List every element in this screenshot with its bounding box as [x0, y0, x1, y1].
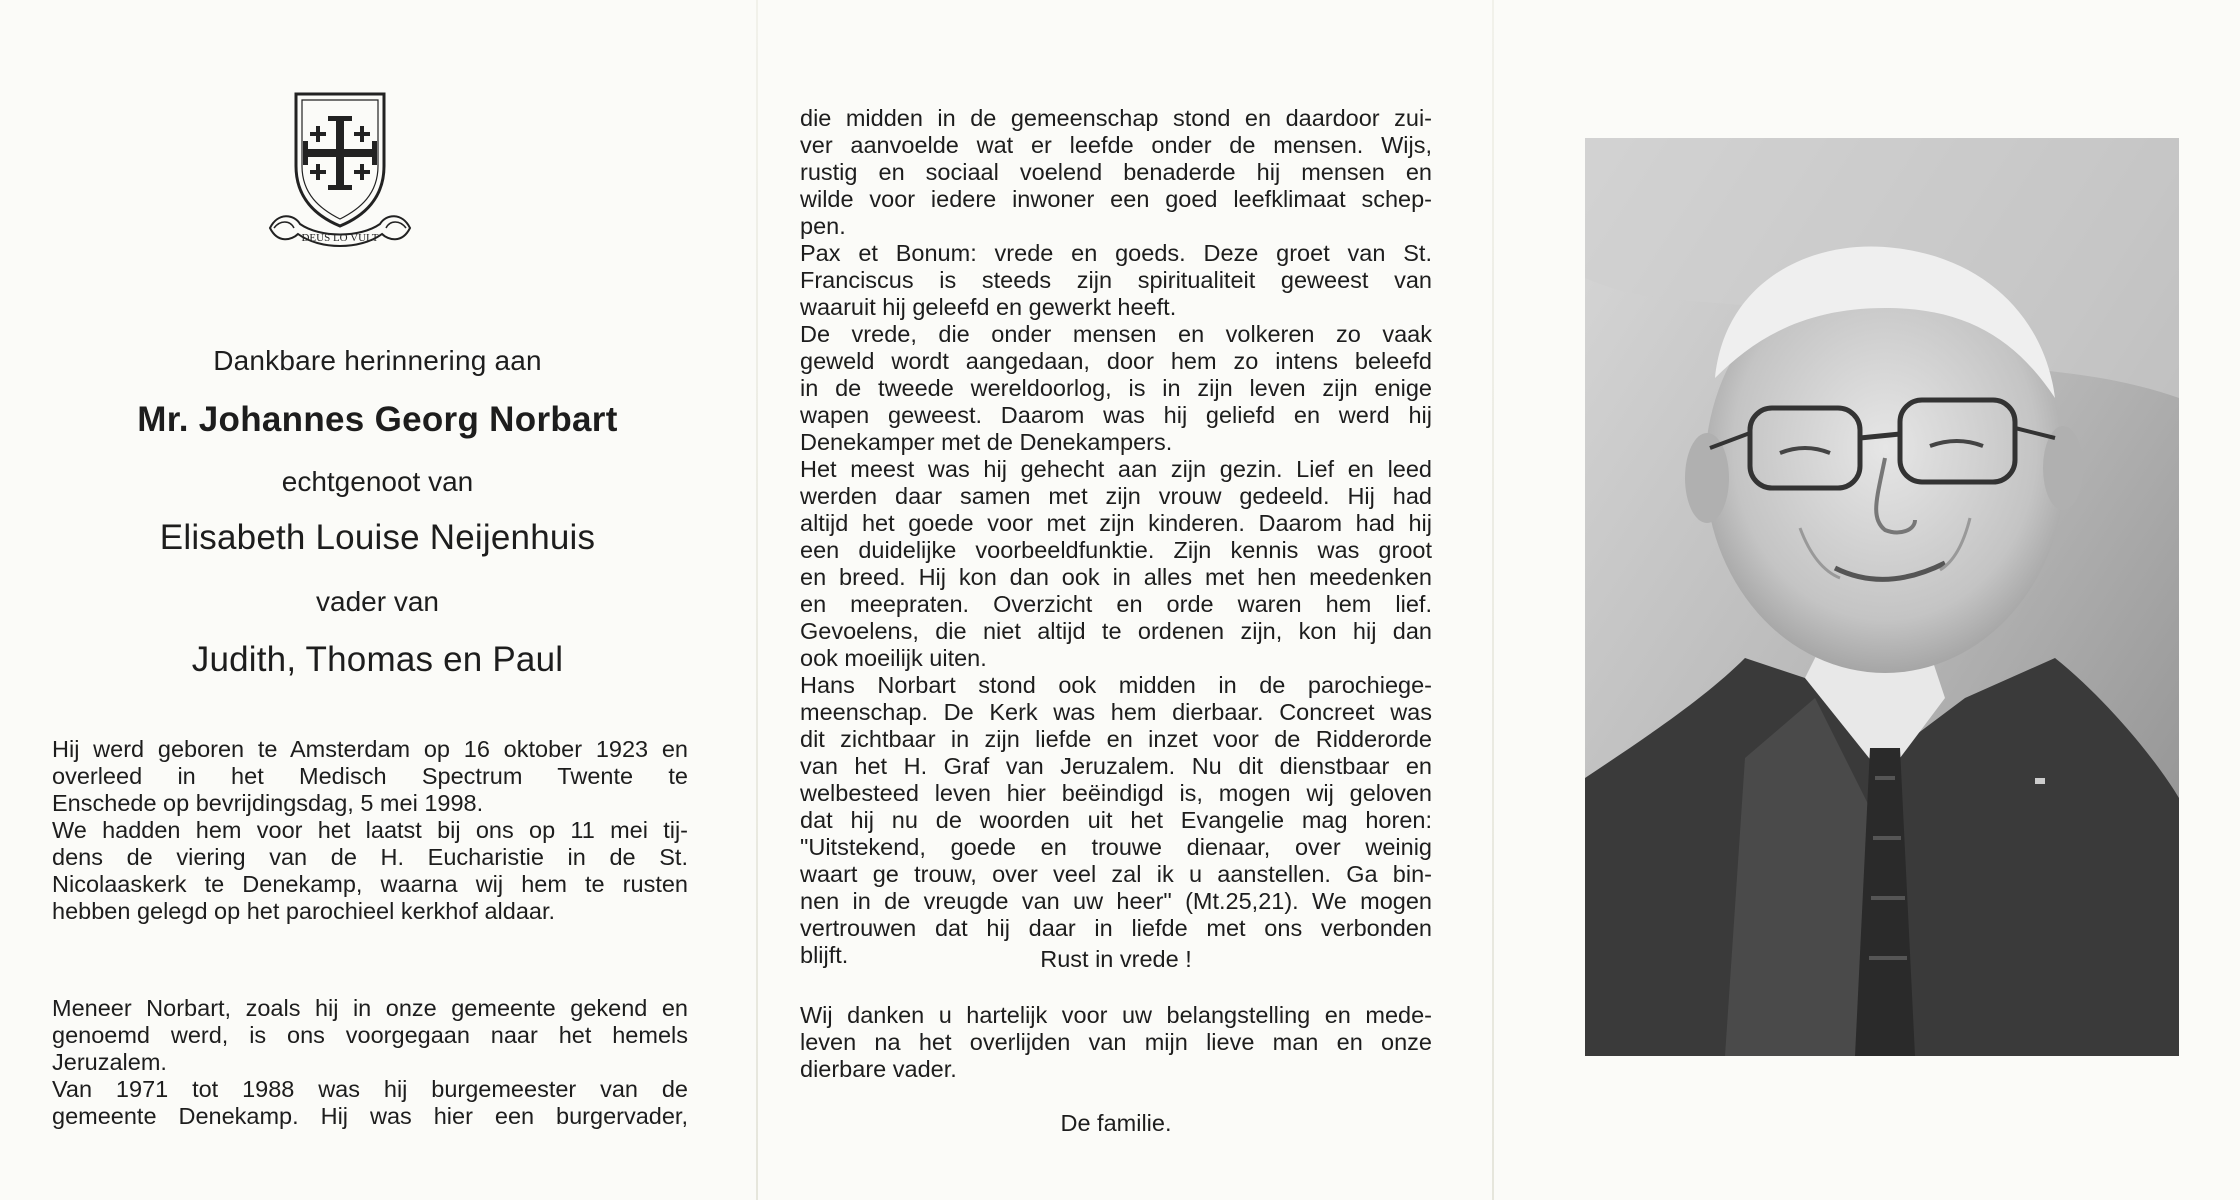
text-line: wapen geweest. Daarom was hij geliefd en werd hij [800, 402, 1432, 428]
text-line: Van 1971 tot 1988 was hij burgemeester van de [52, 1076, 688, 1102]
text-line: Pax et Bonum: vrede en goeds. Deze groet van St. [800, 240, 1432, 266]
text-line: dit zichtbaar in zijn liefde en inzet voor de Ridderorde [800, 726, 1432, 752]
text-line: werden daar samen met zijn vrouw gedeeld. Hij had [800, 483, 1432, 509]
text-line: Franciscus is steeds zijn spiritualiteit geweest van [800, 267, 1432, 293]
text-line: nen in de vreugde van uw heer" (Mt.25,21). We mogen [800, 888, 1432, 914]
deceased-name: Mr. Johannes Georg Norbart [137, 400, 618, 439]
text-line: rustig en sociaal voelend benaderde hij mensen en [800, 159, 1432, 185]
biography-paragraph [52, 995, 688, 1130]
text-line: en meepraten. Overzicht en orde waren hem lief. [800, 591, 1432, 617]
thanks-paragraph [800, 1002, 1432, 1083]
relation-spouse: echtgenoot van [281, 466, 474, 497]
text-line: wilde voor iedere inwoner een goed leefklimaat schep- [800, 186, 1432, 212]
text-line: dat hij nu de woorden uit het Evangelie mag horen: [800, 807, 1432, 833]
text-line: Nicolaaskerk te Denekamp, waarna wij hem te rusten [52, 871, 688, 897]
biography-paragraph [52, 736, 688, 925]
text-line: Wij danken u hartelijk voor uw belangstelling en mede- [800, 1002, 1432, 1028]
biography-continued [800, 105, 1432, 969]
portrait-photo-icon [1585, 138, 2179, 1056]
children-names: Judith, Thomas en Paul [191, 640, 564, 679]
text-line: die midden in de gemeenschap stond en daardoor zui- [800, 105, 1432, 131]
rust-in-vrede: Rust in vrede ! [1040, 946, 1192, 972]
text-line: een duidelijke voorbeeldfunktie. Zijn kennis was groot [800, 537, 1432, 563]
text-line: dierbare vader. [800, 1056, 957, 1082]
text-line: Jeruzalem. [52, 1049, 167, 1075]
text-line: in de tweede wereldoorlog, is in zijn leven zijn enige [800, 375, 1432, 401]
text-line: Denekamper met de Denekampers. [800, 429, 1173, 455]
text-line: "Uitstekend, goede en trouwe dienaar, over weinig [800, 834, 1432, 860]
text-line: Het meest was hij gehecht aan zijn gezin. Lief en leed [800, 456, 1432, 482]
text-line: De vrede, die onder mensen en volkeren zo vaak [800, 321, 1432, 347]
text-line: hebben gelegd op het parochieel kerkhof aldaar. [52, 898, 556, 924]
intro-text: Dankbare herinnering aan [213, 345, 542, 376]
family-signature: De familie. [1060, 1110, 1172, 1136]
text-line: altijd het goede voor met zijn kinderen. Daarom had hij [800, 510, 1432, 536]
text-line: geweld wordt aangedaan, door hem zo intens beleefd [800, 348, 1432, 374]
fold-line [1492, 0, 1494, 1200]
text-line: We hadden hem voor het laatst bij ons op 11 mei tij- [52, 817, 688, 843]
jerusalem-cross-crest-icon [260, 88, 420, 258]
text-line: waart ge trouw, over veel zal ik u aanstellen. Ga bin- [800, 861, 1432, 887]
crest-motto: DEUS LO VULT [301, 232, 379, 244]
text-line: welbesteed leven hier beëindigd is, mogen wij geloven [800, 780, 1432, 806]
relation-children: vader van [316, 586, 439, 617]
text-line: Meneer Norbart, zoals hij in onze gemeente gekend en [52, 995, 688, 1021]
fold-line [756, 0, 758, 1200]
text-line: genoemd werd, is ons voorgegaan naar het hemels [52, 1022, 688, 1048]
text-line: pen. [800, 213, 846, 239]
spouse-name: Elisabeth Louise Neijenhuis [159, 518, 596, 557]
text-line: meenschap. De Kerk was hem dierbaar. Concreet was [800, 699, 1432, 725]
text-line: Enschede op bevrijdingsdag, 5 mei 1998. [52, 790, 484, 816]
text-line: ver aanvoelde wat er leefde onder de mensen. Wijs, [800, 132, 1432, 158]
text-line: leven na het overlijden van mijn lieve man en onze [800, 1029, 1432, 1055]
text-line: Hans Norbart stond ook midden in de parochiege- [800, 672, 1432, 698]
text-line: en breed. Hij kon dan ook in alles met hen meedenken [800, 564, 1432, 590]
text-line: Gevoelens, die niet altijd te ordenen zijn, kon hij dan [800, 618, 1432, 644]
text-line: gemeente Denekamp. Hij was hier een burgervader, [52, 1103, 688, 1129]
text-line: blijft. [800, 942, 849, 968]
text-line: waaruit hij geleefd en gewerkt heeft. [800, 294, 1177, 320]
text-line: van het H. Graf van Jeruzalem. Nu dit dienstbaar en [800, 753, 1432, 779]
text-line: ook moeilijk uiten. [800, 645, 987, 671]
text-line: vertrouwen dat hij daar in liefde met ons verbonden [800, 915, 1432, 941]
text-line: dens de viering van de H. Eucharistie in de St. [52, 844, 688, 870]
text-line: overleed in het Medisch Spectrum Twente te [52, 763, 688, 789]
text-line: Hij werd geboren te Amsterdam op 16 oktober 1923 en [52, 736, 688, 762]
